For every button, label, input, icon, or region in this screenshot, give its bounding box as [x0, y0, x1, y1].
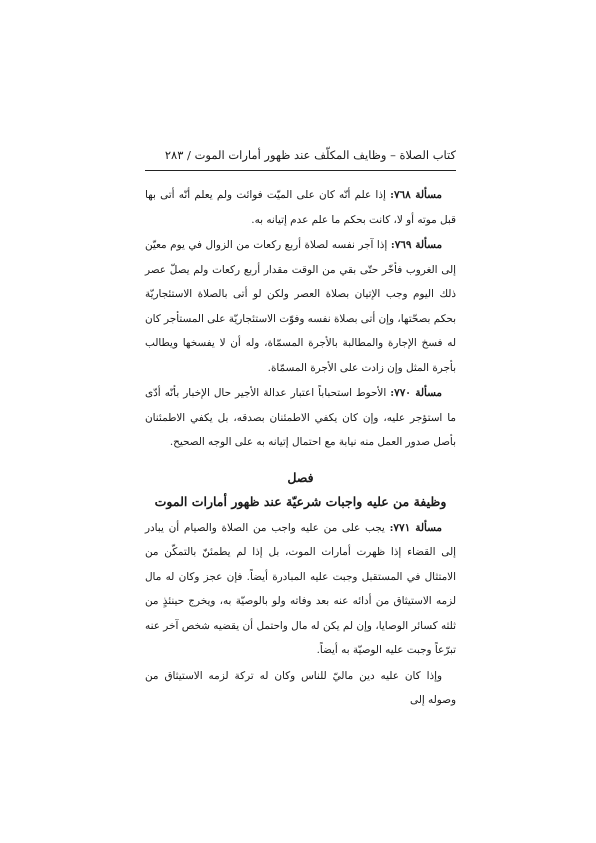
masala-label: مسألة ٧٦٩: [390, 239, 443, 251]
section-subtitle: وظيفة من عليه واجبات شرعيّة عند ظهور أمارات الموت [154, 493, 447, 509]
masala-label: مسألة ٧٧١: [389, 521, 442, 534]
final-paragraph: وإذا كان عليه دين ماليّ للناس وكان له تركة لزمه الاستيثاق من وصوله إلى [145, 669, 456, 706]
masala-paragraph [145, 516, 456, 663]
masala-text: إذا علم أنّه كان على الميّت فوائت ولم يعلم أنّه أتى بها قبل موته أو لا، كانت بحكم ما علم عدم إتيانه به. [145, 189, 456, 226]
masala-paragraph [145, 183, 456, 232]
masala-text: الأحوط استحباباً اعتبار عدالة الأجير حال الإخبار بأنّه أدّى ما استؤجر عليه، وإن كان يكفي الاطمئنان بصدقه، بل يكفي الاطمئنان بأصل صدور العمل منه نيابة مع احتمال إتيانه به على الوجه الصحيح. [145, 387, 456, 448]
body-text [145, 183, 456, 714]
section-title: فصل [287, 469, 314, 485]
masala-paragraph [145, 233, 456, 380]
masala-text: يجب على من عليه واجب من الصلاة والصيام أن يبادر إلى القضاء إذا ظهرت أمارات الموت، بل إذا لم يطمئنّ بالتمكّن من الامتثال في المستقبل وجبت عليه المبادرة أيضاً. فإن عجز وكان له مال لزمه الاستيثاق من أدائه عنه بعد وفاته ولو بالوصيّة به، ويخرج حينئذٍ من ثلثه كسائر الوصايا، وإن لم يكن له مال واحتمل أن يقضيه شخص آخر عنه تبرّعاً وجبت عليه الوصيّة به أيضاً. [145, 521, 456, 656]
running-header: كتاب الصلاة – وظايف المكلّف عند ظهور أمارات الموت / ٢٨٣ [164, 148, 456, 162]
masala-label: مسألة ٧٧٠: [390, 387, 442, 399]
masala-paragraph [145, 381, 456, 455]
masala-label: مسألة ٧٦٨: [390, 189, 442, 201]
masala-text: إذا آجر نفسه لصلاة أربع ركعات من الزوال في يوم معيّن إلى الغروب فأخّر حتّى بقي من الوقت مقدار أربع ركعات ولم يصلّ عصر ذلك اليوم وجب الإتيان بصلاة العصر ولكن لو أتى بالصلاة الاستئجاريّة بحكم بصحّتها، وإن أتى بصلاة نفسه وفوّت الاستئجاريّة على المستأجر كان له فسخ الإجارة والمطالبة بالأجرة المسمّاة، وله أن لا يفسخها ويطالب بأجرة المثل وإن زادت على الأجرة المسمّاة. [145, 239, 456, 374]
header-rule [145, 170, 456, 171]
